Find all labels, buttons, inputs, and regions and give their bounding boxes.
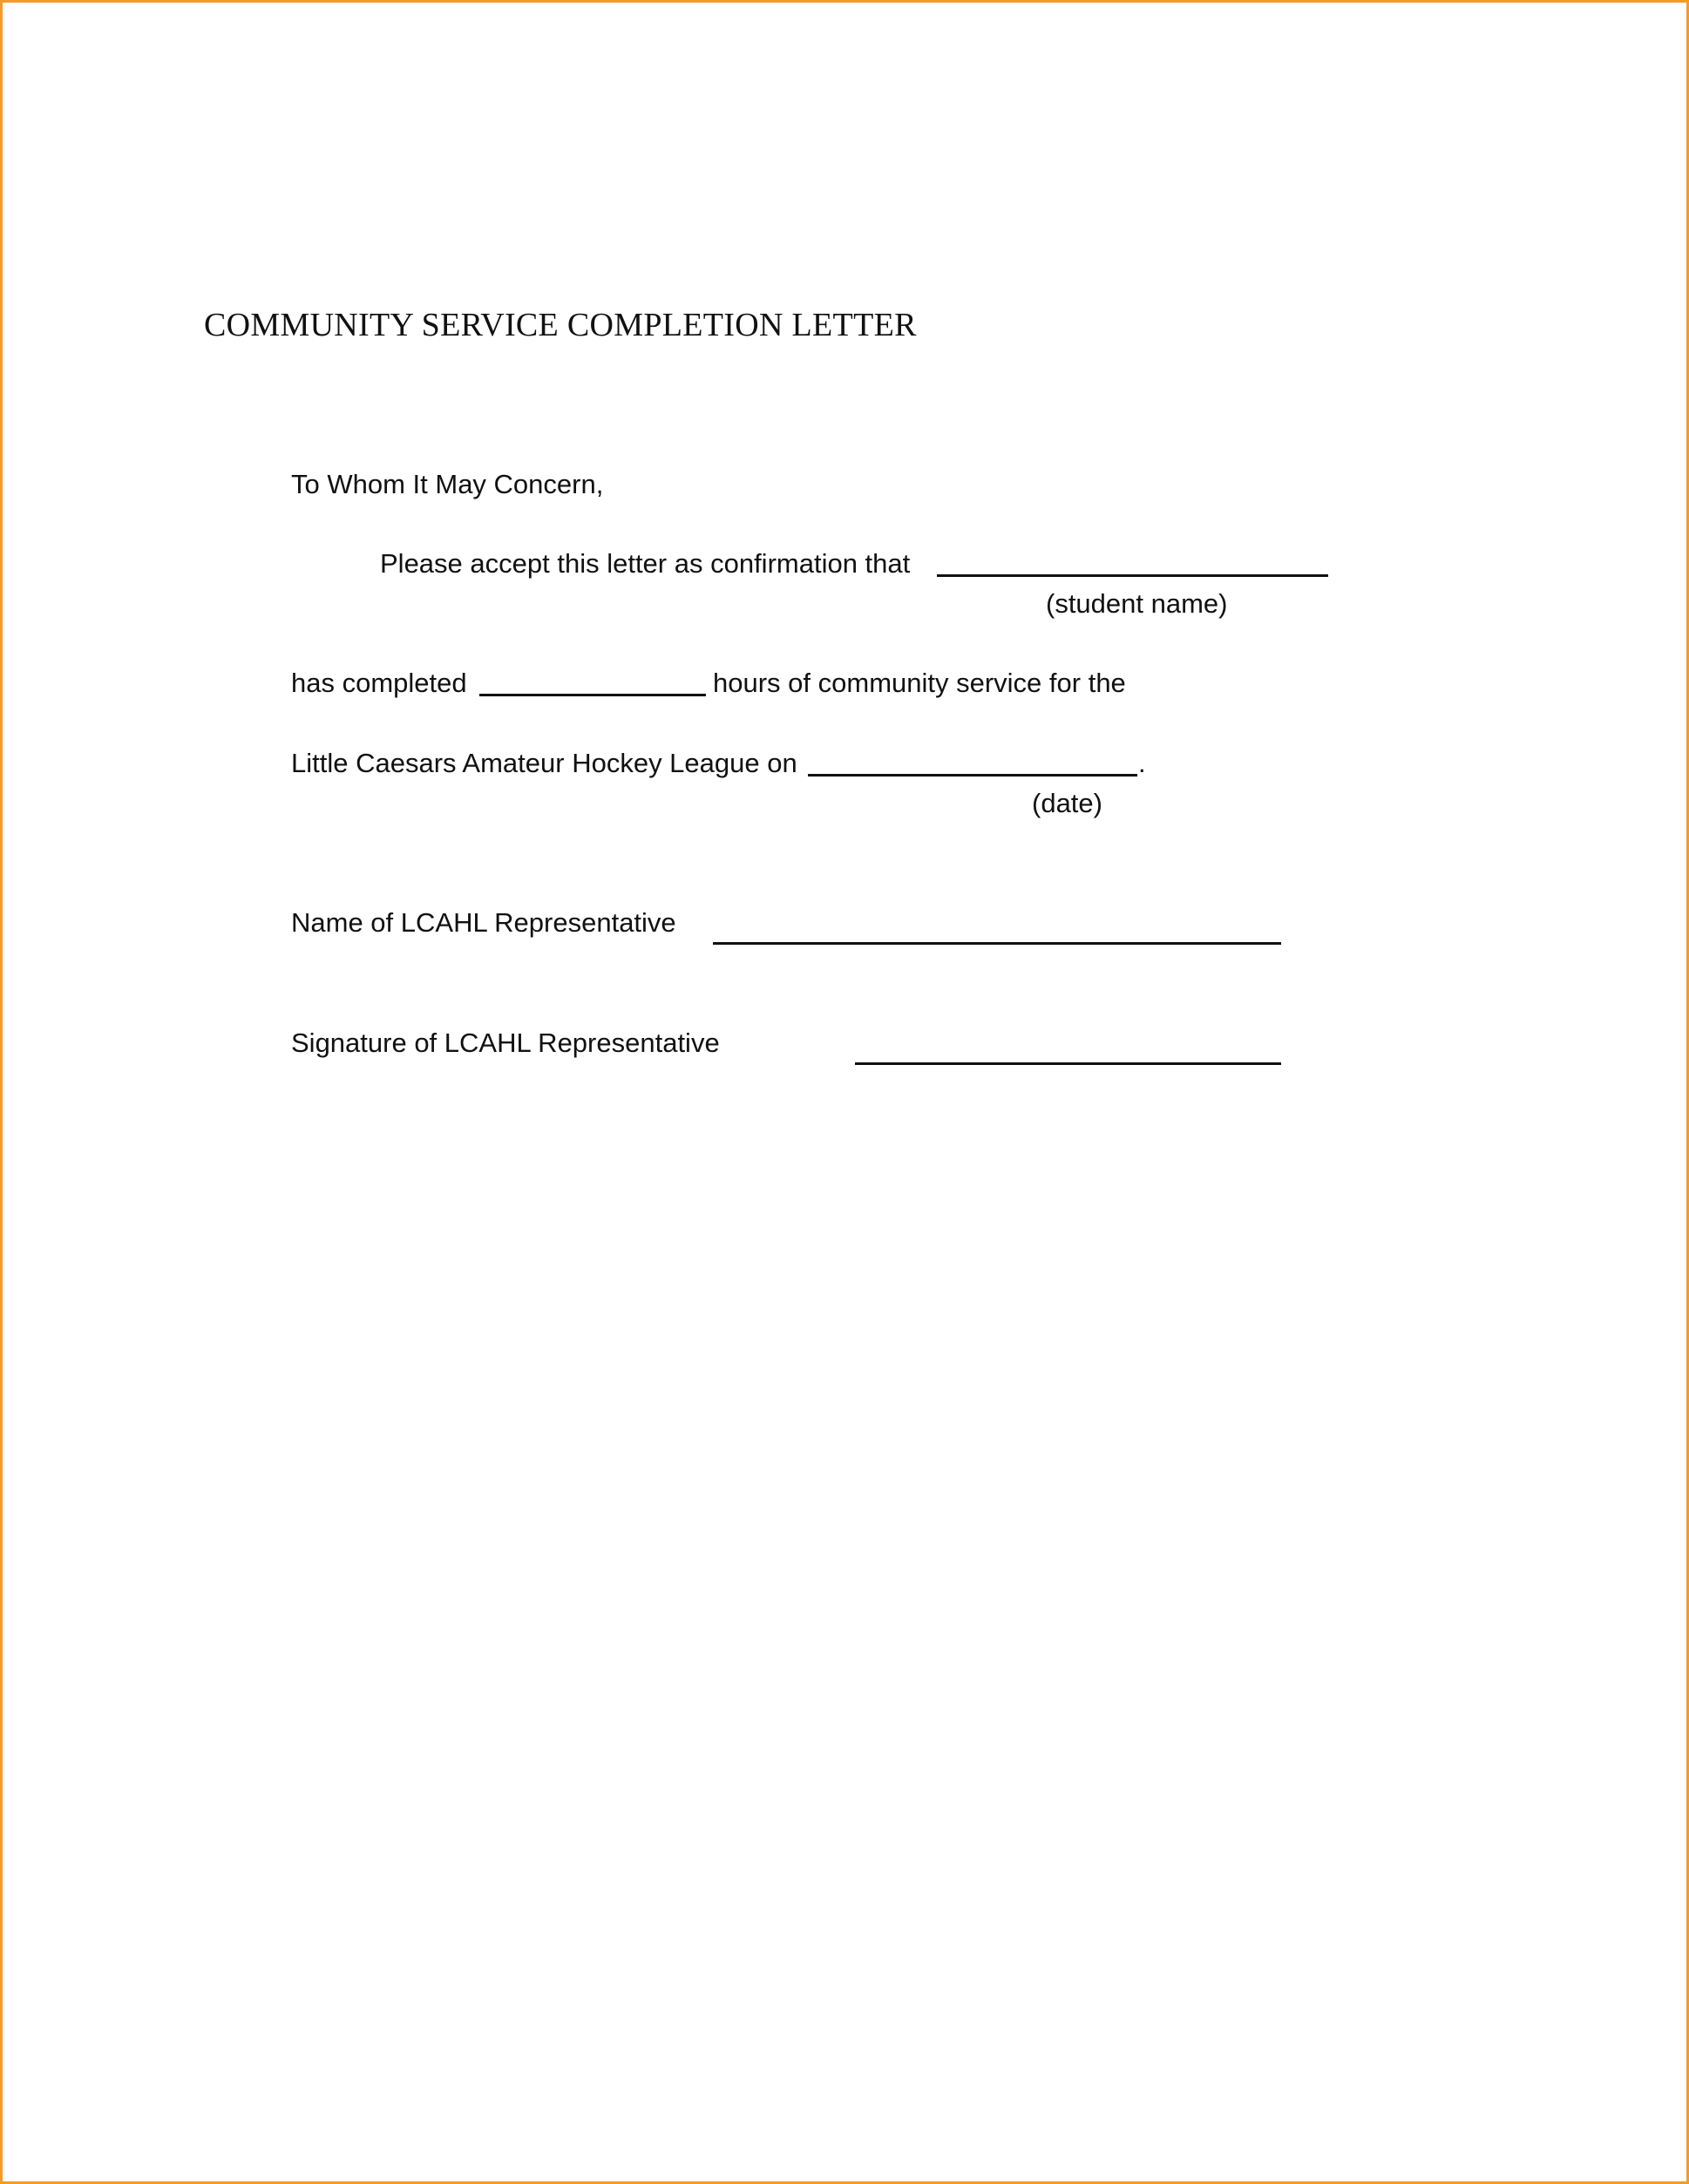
- confirmation-text: Please accept this letter as confirmation that: [380, 548, 911, 579]
- rep-name-label: Name of LCAHL Representative: [291, 907, 676, 938]
- period: .: [1138, 748, 1146, 778]
- date-caption: (date): [1032, 788, 1102, 818]
- date-blank[interactable]: [808, 774, 1137, 777]
- hours-text: hours of community service for the: [713, 668, 1126, 698]
- league-text: Little Caesars Amateur Hockey League on: [291, 748, 797, 778]
- rep-name-line[interactable]: [713, 942, 1281, 945]
- hours-blank[interactable]: [479, 694, 706, 696]
- salutation: To Whom It May Concern,: [291, 469, 604, 499]
- rep-signature-line[interactable]: [855, 1062, 1281, 1065]
- rep-signature-label: Signature of LCAHL Representative: [291, 1028, 720, 1058]
- student-name-blank[interactable]: [937, 574, 1328, 577]
- has-completed-text: has completed: [291, 668, 467, 698]
- student-name-caption: (student name): [1046, 588, 1228, 619]
- letter-title: COMMUNITY SERVICE COMPLETION LETTER: [204, 307, 917, 343]
